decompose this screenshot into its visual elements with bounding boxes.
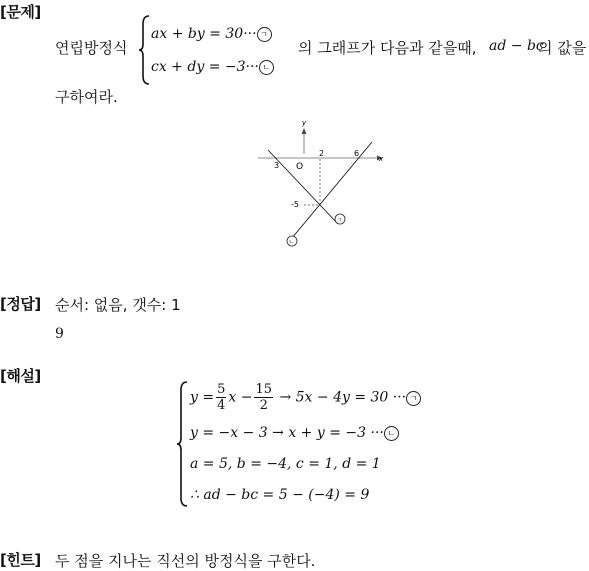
solution-header: [해설]	[0, 367, 41, 385]
tick-minus5: -5	[291, 200, 299, 209]
fraction-5-4: $\frac{5}{4}$	[217, 382, 226, 413]
solution-row4: ∴ ad − bc = 5 − (−4) = 9	[190, 487, 370, 503]
problem-header: [문제]	[0, 3, 41, 21]
tick-2: 2	[319, 149, 325, 158]
label-y-axis: y	[302, 119, 307, 127]
solution-row2: y = −x − 3 → x + y = −3 ··· ㄴ	[190, 425, 399, 441]
y-axis-arrow	[302, 128, 307, 134]
hint-text: 두 점을 지나는 직선의 방정식을 구한다.	[55, 552, 316, 570]
tick-6: 6	[354, 149, 360, 158]
mark-circled-nieun: ㄴ	[384, 426, 399, 441]
fraction-15-2: $\frac{15}{2}$	[255, 382, 272, 413]
solution-brace	[177, 380, 189, 508]
system-brace	[139, 14, 151, 86]
problem-lead: 연립방정식	[55, 39, 128, 57]
label-x-axis: x	[379, 155, 384, 163]
hint-header: [힌트]	[0, 551, 41, 569]
system-eq2: cx + dy = −3··· ㄴ	[151, 59, 274, 75]
problem-text-c: 구하여라.	[55, 88, 118, 106]
answer-header: [정답]	[0, 295, 41, 313]
mark-nieun-label: ㄴ	[288, 239, 295, 246]
graph	[250, 114, 390, 254]
mark-circled-giyeok: ㄱ	[257, 27, 272, 42]
answer-line2: 9	[55, 326, 64, 342]
solution-row1: y = $\frac{5}{4}$ x − $\frac{15}{2}$ → 5x − 4y = 30 ··· ㄱ	[190, 382, 421, 413]
problem-text-b: 의 값을	[538, 39, 587, 57]
problem-text-a: 의 그래프가 다음과 같을때,	[298, 39, 477, 57]
mark-giyeok-label: ㄱ	[336, 217, 343, 224]
mark-circled-giyeok: ㄱ	[406, 391, 421, 406]
mark-circled-nieun: ㄴ	[259, 60, 274, 75]
problem-expr: ad − bc	[489, 38, 544, 54]
answer-line1: 순서: 없음, 갯수: 1	[55, 296, 181, 314]
system-eq1: ax + by = 30··· ㄱ	[151, 26, 272, 42]
label-origin: O	[296, 162, 304, 172]
solution-row3: a = 5, b = −4, c = 1, d = 1	[190, 456, 381, 472]
tick-3: 3	[274, 161, 280, 170]
line-nieun	[292, 142, 372, 238]
